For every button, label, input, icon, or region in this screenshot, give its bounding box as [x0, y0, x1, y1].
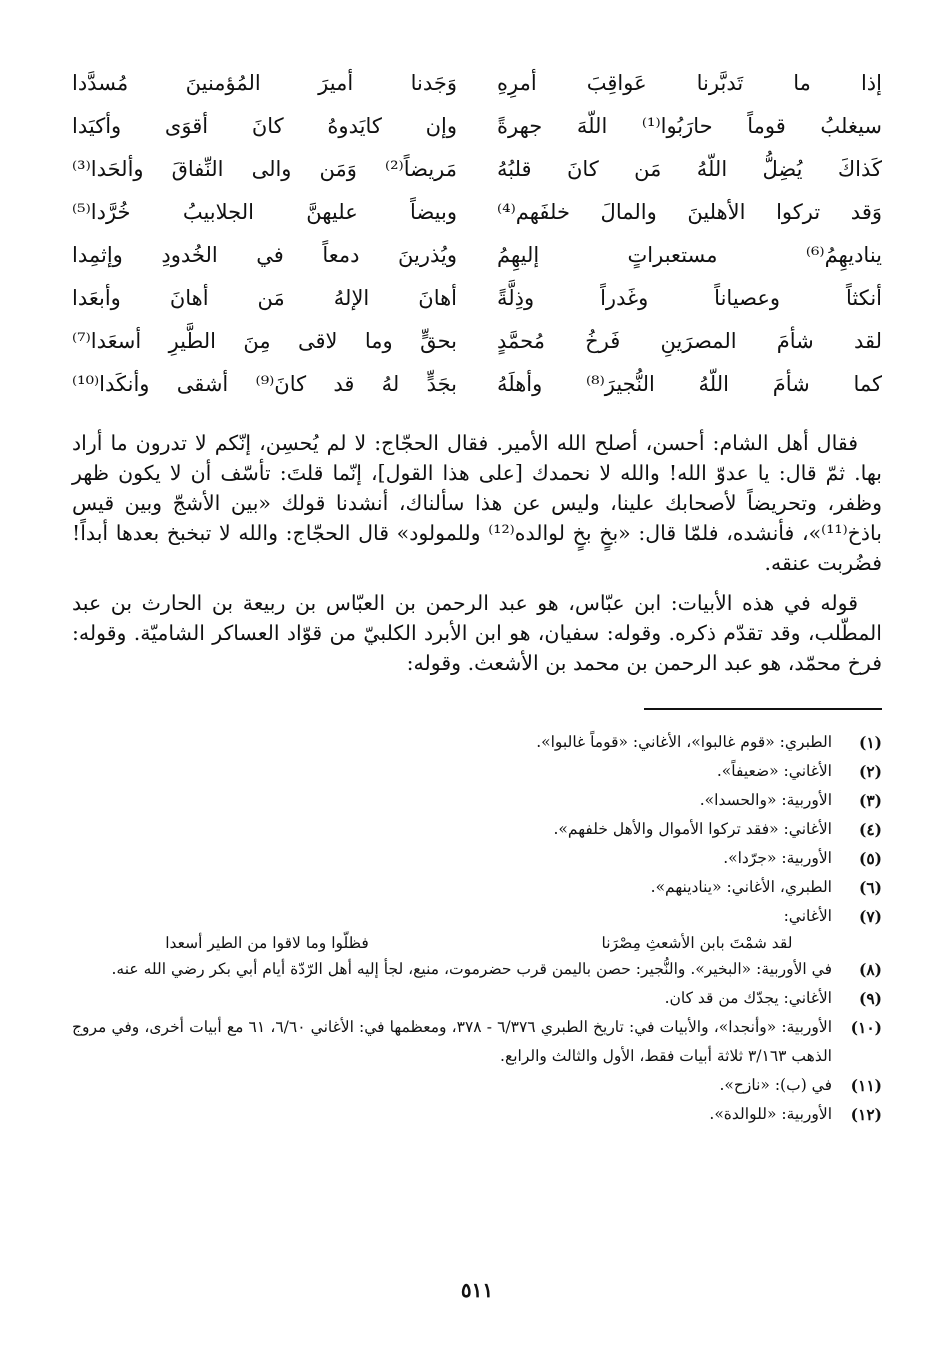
page-number: ٥١١ [460, 1278, 494, 1302]
footnote-number: (٧) [858, 907, 882, 926]
footnote-text: الأوربية: «للوالدة». [709, 1105, 832, 1123]
footnote-text: في الأوربية: «البخير». والنُّجير: حصن باليمن قرب حضرموت، منيع، لجأ إليه أهل الرّدّة أيام أبي بكر رضي الله عنه. [111, 960, 832, 978]
poem-verse [72, 320, 882, 363]
footnote-number: (٣) [858, 791, 882, 810]
verse-second-hemistich: بجَدٍّ لهُ قد كانَ⁽⁹⁾ أشقى وأنكَدا⁽¹⁰⁾ [72, 372, 457, 396]
footnote [72, 1013, 882, 1071]
prose-paragraph: قوله في هذه الأبيات: ابن عبّاس، هو عبد الرحمن بن العبّاس بن ربيعة بن الحارث بن عبد المطّلب، وقد تقدّم ذكره. وقوله: سفيان، هو ابن الأبرد الكلبيّ من قوّاد العساكر الشاميّة. وقوله: فرخ محمّد، هو عبد الرحمن بن محمد بن الأشعث. وقوله: [72, 591, 882, 675]
verse-second-hemistich: وَجَدنا أميرَ المُؤمنينَ مُسدَّدا [72, 71, 457, 95]
poem-verse [72, 277, 882, 320]
footnote [72, 1071, 882, 1100]
footnote [72, 844, 882, 873]
footnote-number: (١) [858, 733, 882, 752]
footnote-text: الأوربية: «والحسدا». [699, 791, 832, 809]
prose-body [72, 428, 882, 678]
poem-verse [72, 234, 882, 277]
poem-verse [72, 363, 882, 406]
footnote-text: الطبري، الأغاني: «ينادينهم». [650, 878, 832, 896]
footnote-verse [72, 931, 882, 955]
footnote [72, 902, 882, 931]
verse-first-hemistich: كما شأمَ اللّهُ النُّجيرَ⁽⁸⁾ وأهلَهُ [497, 372, 882, 396]
footnotes [72, 728, 882, 1129]
verse-second-hemistich: أهانَ الإلهُ مَن أهانَ وأبعَدا [72, 286, 457, 310]
footnote [72, 728, 882, 757]
footnote-number: (١١) [850, 1076, 882, 1095]
poem [72, 62, 882, 414]
footnote [72, 757, 882, 786]
footnote [72, 955, 882, 984]
footnote-text: الأغاني: يجدّك من قد كان. [664, 989, 832, 1007]
verse-second-hemistich: بحقٍّ وما لاقى مِنَ الطَّيرِ أسعَدا⁽⁷⁾ [72, 329, 457, 353]
verse-first-hemistich: يناديهِمُ⁽⁶⁾ مستعبراتٍ إليهِمُ [497, 243, 882, 267]
footnote-number: (٦) [858, 878, 882, 897]
footnote [72, 815, 882, 844]
footnote-text: الأوربية: «جرّدا». [723, 849, 832, 867]
footnote [72, 786, 882, 815]
footnote-text: الطبري: «قوم غالبوا»، الأغاني: «قوماً غالبوا». [536, 733, 832, 751]
poem-verse [72, 148, 882, 191]
footnote-text: الأوربية: «وأنجدا»، والأبيات في: تاريخ الطبري ٦/٣٧٦ - ٣٧٨، ومعظمها في: الأغاني ٦/٦٠، ٦١ مع أبيات أخرى، وفي مروج الذهب ٣/١٦٣ ثلاثة أبيات فقط، الأول والثالث والرابع. [72, 1018, 832, 1065]
footnote-number: (٩) [858, 989, 882, 1008]
footnote-separator [644, 708, 882, 710]
verse-first-hemistich: وَقد تركوا الأهلينَ والمالَ خلفَهم⁽⁴⁾ [497, 200, 882, 224]
footnote-text: الأغاني: [783, 907, 832, 925]
footnote-number: (٤) [858, 820, 882, 839]
poem-verse [72, 105, 882, 148]
verse-first-hemistich: سيغلبُ قوماً حارَبُوا⁽¹⁾ اللّهَ جهرةً [497, 114, 882, 138]
footnote-verse-second: فظلّوا وما لاقوا من الطير أسعدا [165, 934, 369, 952]
footnote-text: الأغاني: «فقد تركوا الأموال والأهل خلفهم». [553, 820, 832, 838]
verse-second-hemistich: وبيضاً عليهنَّ الجلابيبُ خُرَّدا⁽⁵⁾ [72, 200, 457, 224]
footnote [72, 1100, 882, 1129]
footnote [72, 873, 882, 902]
book-page [72, 62, 882, 1352]
verse-first-hemistich: كَذاكَ يُضِلُّ اللّهُ مَن كانَ قلبُهُ [497, 157, 882, 181]
verse-second-hemistich: وإن كايَدوهُ كانَ أقوَى وأكيَدا [72, 114, 457, 138]
footnote-number: (٨) [858, 960, 882, 979]
footnote-number: (٥) [858, 849, 882, 868]
verse-first-hemistich: أنكثاً وعصياناً وغَدراً وذِلَّةً [497, 286, 882, 310]
footnote-number: (١٢) [850, 1105, 882, 1124]
poem-verse [72, 62, 882, 105]
footnote-verse-first: لقد شمْتَ بابن الأشعثِ مِصْرَنا [601, 934, 793, 952]
verse-first-hemistich: إذا ما تَدبَّرنا عَواقِبَ أمرِهِ [497, 71, 882, 95]
footnote [72, 984, 882, 1013]
verse-second-hemistich: ويُذرينَ دمعاً في الخُدودِ وإثمِدا [72, 243, 457, 267]
poem-verse [72, 191, 882, 234]
footnote-number: (١٠) [850, 1018, 882, 1037]
footnote-text: في (ب): «نازح». [719, 1076, 832, 1094]
footnote-text: الأغاني: «ضعيفاً». [716, 762, 832, 780]
verse-second-hemistich: مَريضاً⁽²⁾ وَمَن والى النِّفاقَ وألحَدا⁽³⁾ [72, 157, 457, 181]
prose-paragraph: فقال أهل الشام: أحسن، أصلح الله الأمير. فقال الحجّاج: لا لم يُحسِن، إنّكم لا تدرون ما أراد بها. ثمّ قال: يا عدوّ الله! والله لا نحمدك [على هذا القول]، إنّما قلتَ: تأسّف أن لا يكون ظهر وظفر، وتحريضاً لأصحابك علينا، وليس عن هذا سألناك، أنشدنا قولك «بين الأشجّ وبين قيس باذخ⁽¹¹⁾»، فأنشده، فلمّا قال: «بخٍ بخٍ لوالده⁽¹²⁾ وللمولود» قال الحجّاج: والله لا تبخبخ بعدها أبداً! فضُربت عنقه. [72, 431, 882, 575]
verse-first-hemistich: لقد شأمَ المصرَينِ فَرخُ مُحمَّدٍ [497, 329, 882, 353]
footnote-number: (٢) [858, 762, 882, 781]
